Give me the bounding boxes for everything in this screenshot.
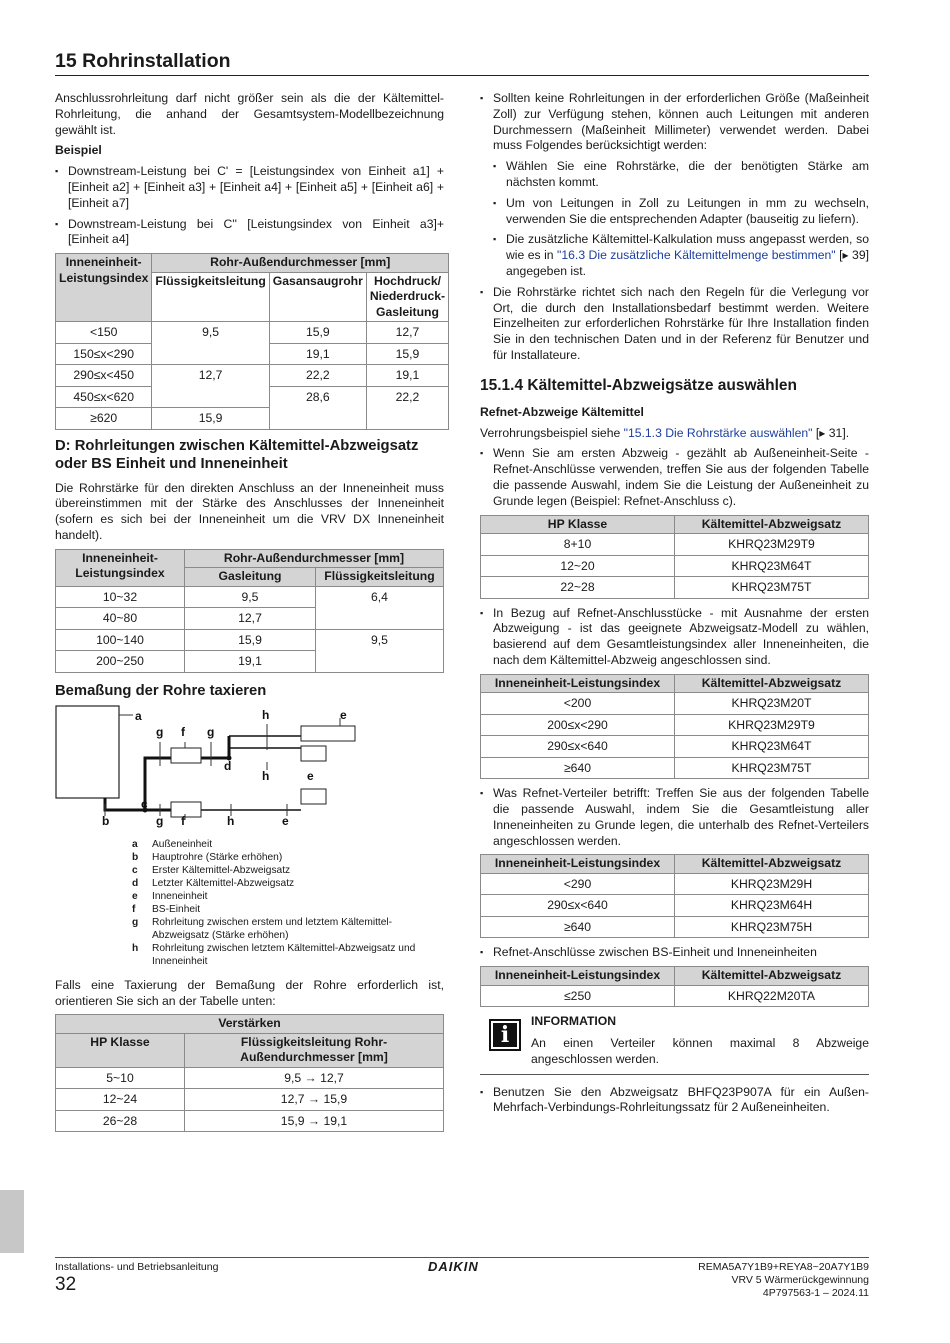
table-cell: KHRQ23M75T: [675, 577, 869, 599]
table-header: Gasansaugrohr: [269, 272, 366, 322]
table-cell: 12,7: [185, 608, 316, 630]
text: Verrohrungsbeispiel siehe: [480, 425, 624, 440]
table-cell: KHRQ23M29T9: [675, 534, 869, 556]
table-cell: KHRQ23M64H: [675, 895, 869, 917]
legend-text: Rohrleitung zwischen letztem Kältemittel-Abzweigsatz und Inneneinheit: [152, 942, 416, 967]
label-h: h: [262, 768, 270, 783]
table-header: Inneneinheit-Leistungsindex: [481, 674, 675, 693]
information-box: [480, 1014, 869, 1074]
table-cell: 19,1: [269, 343, 366, 365]
table-cell: KHRQ23M20T: [675, 693, 869, 715]
label-h: h: [262, 707, 270, 722]
bemassung-heading: Bemaßung der Rohre taxieren: [55, 682, 267, 699]
label-g: g: [156, 724, 164, 739]
table-cell: 450≤x<620: [56, 386, 152, 408]
list-item: ▪ In Bezug auf Refnet-Anschlusstücke - mit Ausnahme der ersten Abzweigung - ist das geeignete Abzweigsatz-Modell zu wählen, basierend auf dem Gesamtleistungsindex aller Inneneinheiten, die nach dem Kältemittel-Abzweig angeschlossen sind.: [480, 606, 869, 669]
legend-text: Erster Kältemittel-Abzweigsatz: [152, 864, 291, 876]
table-cell: 9,5: [152, 322, 269, 365]
table-cell: 19,1: [185, 651, 316, 673]
indoor-unit-2: [301, 746, 326, 761]
refnet-heading: Refnet-Abzweige Kältemittel: [480, 404, 644, 419]
table-row: [56, 1067, 444, 1089]
table-header: Flüssigkeitsleitung: [152, 272, 269, 322]
page-number: 32: [55, 1274, 77, 1295]
table-header: Kältemittel-Abzweigsatz: [675, 967, 869, 986]
table-header: HP Klasse: [481, 515, 675, 534]
verrohrung-paragraph: [480, 426, 869, 442]
table-cell: ≥640: [481, 757, 675, 779]
table-header: Rohr-Außendurchmesser [mm]: [152, 254, 449, 273]
legend-row: [132, 851, 444, 864]
legend-text: Inneneinheit: [152, 890, 208, 902]
beispiel-heading: Beispiel: [55, 143, 102, 158]
text: Die zusätzliche Kältemittel-Kalkulation muss angepasst werden, so wie es in: [506, 232, 869, 263]
table-row: [56, 322, 449, 344]
footer-divider: [55, 1257, 869, 1258]
footer-model-info: [698, 1261, 869, 1300]
table-cell: 22,2: [269, 365, 366, 387]
table-cell: KHRQ23M64T: [675, 555, 869, 577]
table-header: Inneneinheit-Leistungsindex: [56, 549, 185, 586]
footer-model: REMA5A7Y1B9+REYA8~20A7Y1B9: [698, 1261, 869, 1273]
list-item: ▪ Was Refnet-Verteiler betrifft: Treffen Sie aus der folgenden Tabelle die passende Auswahl, indem Sie die Gesamtleistung aller Inneneinheiten zu Grunde legen, die unterhalb des Refnet-Verteilers angeschlossen werden.: [480, 786, 869, 849]
label-c: c: [141, 796, 148, 811]
table-cell: ≥640: [481, 916, 675, 938]
outdoor-unit-box: [56, 706, 119, 798]
table-cell: 12,7 → 15,9: [185, 1089, 444, 1111]
legend-text: Letzter Kältemittel-Abzweigsatz: [152, 877, 295, 889]
sub-list-item: [493, 232, 869, 279]
legend-row: [132, 877, 444, 890]
link-section-15-1-3[interactable]: "15.1.3 Die Rohrstärke auswählen": [623, 425, 813, 440]
table-header: Inneneinheit-Leistungsindex: [481, 967, 675, 986]
table-header: Hochdruck/ Niederdruck-Gasleitung: [366, 272, 448, 322]
label-d: d: [224, 758, 232, 773]
table-cell: <290: [481, 873, 675, 895]
footer-doc-number: 4P797563-1 – 2024.11: [762, 1287, 869, 1299]
table-row: [481, 895, 869, 917]
legend-text: Außeneinheit: [152, 838, 213, 850]
intro-paragraph: Anschlussrohrleitung darf nicht größer sein als die der Kältemittel-Rohrleitung, die anhand der Gesamtsystem-Modellbezeichnung gewählt ist.: [55, 91, 444, 137]
label-a: a: [135, 708, 142, 723]
table-cell: 5~10: [56, 1067, 185, 1089]
inch-pipe-list: [480, 91, 869, 364]
taxierung-paragraph: Falls eine Taxierung der Bemaßung der Rohre erforderlich ist, orientieren Sie sich an der Tabelle unten:: [55, 977, 444, 1008]
table-cell: KHRQ23M75H: [675, 916, 869, 938]
information-icon: i: [489, 1019, 521, 1051]
table-row: [56, 1110, 444, 1132]
bs-unit-lower: [171, 802, 201, 817]
table-row: [481, 757, 869, 779]
section-d-paragraph: Die Rohrstärke für den direkten Anschluss an der Inneneinheit muss übereinstimmen mit der Stärke des Anschlusses der Inneneinheit (sofern es sich bei der Inneneinheit um die VRV DX Inneneinheit handelt).: [55, 480, 444, 543]
table-cell: 15,9: [185, 629, 316, 651]
legend-row: [132, 903, 444, 916]
table-header: Gasleitung: [185, 568, 316, 587]
index-branch-table: [480, 674, 869, 780]
sub-list: [493, 159, 869, 280]
label-f: f: [181, 724, 185, 739]
text: [▸ 39] angegeben ist.: [506, 248, 869, 278]
table-cell: 22,2: [366, 386, 448, 429]
footer-manual-title: Installations- und Betriebsanleitung: [55, 1261, 219, 1273]
table-header: Inneneinheit-Leistungsindex: [56, 254, 152, 322]
table-header: Rohr-Außendurchmesser [mm]: [185, 549, 444, 568]
reinforcement-table: [55, 1014, 444, 1132]
diagram-legend: [132, 838, 444, 968]
information-title: INFORMATION: [531, 1014, 617, 1029]
refnet-list-1: [480, 446, 869, 509]
bullet-text: Sollten keine Rohrleitungen in der erforderlichen Größe (Maßeinheit Zoll) zur Verfügung stehen, können auch Leitungen mit anderen Durchmessern (Maßeinheit Millimeter) verwendet werden. Dabei muss Folgendes berücksichtigt werden:: [493, 91, 869, 153]
table-cell: ≤250: [481, 985, 675, 1007]
beispiel-list: [55, 164, 444, 248]
legend-text: BS-Einheit: [152, 903, 201, 915]
table-cell: 9,5: [316, 629, 444, 672]
legend-row: [132, 942, 444, 968]
piping-diagram: [55, 704, 444, 832]
section-d-heading: D: Rohrleitungen zwischen Kältemittel-Abzweigsatz oder BS Einheit und Inneneinheit: [55, 437, 419, 472]
pipe-diameter-table: [55, 253, 449, 430]
refnet-list-5: [480, 1085, 869, 1117]
table-header: Flüssigkeitsleitung: [316, 568, 444, 587]
refnet-list-4: [480, 945, 869, 961]
left-column: [55, 91, 444, 1139]
label-h: h: [227, 813, 235, 828]
label-f: f: [181, 813, 185, 828]
table-row: [56, 586, 444, 608]
label-b: b: [102, 813, 110, 828]
table-cell: 6,4: [316, 586, 444, 629]
bs-unit-upper: [171, 748, 201, 763]
table-cell: ≥620: [56, 408, 152, 430]
list-item: ▪ Refnet-Anschlüsse zwischen BS-Einheit und Inneneinheiten: [480, 945, 869, 961]
table-row: [481, 873, 869, 895]
legend-key: e: [132, 890, 138, 902]
footer-series: VRV 5 Wärmerückgewinnung: [731, 1274, 869, 1286]
legend-row: [132, 890, 444, 903]
table-cell: 15,9: [269, 322, 366, 344]
refnet-list-3: [480, 786, 869, 849]
table-cell: 15,9: [366, 343, 448, 365]
link-section-16-3[interactable]: "16.3 Die zusätzliche Kältemittelmenge bestimmen": [557, 248, 836, 263]
table-header: Kältemittel-Abzweigsatz: [675, 515, 869, 534]
table-cell: 290≤x<640: [481, 736, 675, 758]
label-g: g: [207, 724, 215, 739]
table-row: [481, 916, 869, 938]
table-cell: KHRQ22M20TA: [675, 985, 869, 1007]
legend-key: g: [132, 916, 139, 928]
legend-key: b: [132, 851, 139, 863]
table-row: [56, 1089, 444, 1111]
sub-list-item: ▪ Um von Leitungen in Zoll zu Leitungen in mm zu wechseln, verwenden Sie die entsprechenden Adapter (bauseitig zu liefern).: [493, 196, 869, 228]
legend-row: [132, 916, 444, 942]
table-cell: 22~28: [481, 577, 675, 599]
table-cell: 12~24: [56, 1089, 185, 1111]
label-e: e: [340, 707, 347, 722]
table-row: [481, 985, 869, 1007]
label-e: e: [307, 768, 314, 783]
side-tab: [0, 1190, 24, 1253]
right-column: [480, 91, 869, 1121]
table-cell: KHRQ23M29T9: [675, 714, 869, 736]
table-cell: 12,7: [366, 322, 448, 344]
table-cell: 15,9 → 19,1: [185, 1110, 444, 1132]
legend-key: d: [132, 877, 139, 889]
table-row: [481, 555, 869, 577]
list-item: ▪ Benutzen Sie den Abzweigsatz BHFQ23P907A für ein Außen-Mehrfach-Verbindungs-Rohrleitungssatz für 2 Außeneinheiten.: [480, 1085, 869, 1117]
table-cell: 26~28: [56, 1110, 185, 1132]
table-cell: KHRQ23M75T: [675, 757, 869, 779]
table-row: [56, 629, 444, 651]
table-header: Flüssigkeitsleitung Rohr-Außendurchmesser [mm]: [185, 1033, 444, 1067]
table-cell: 19,1: [366, 365, 448, 387]
table-header: Verstärken: [56, 1015, 444, 1034]
table-cell: 290≤x<450: [56, 365, 152, 387]
label-e: e: [282, 813, 289, 828]
table-row: [56, 365, 449, 387]
legend-text: Hauptrohre (Stärke erhöhen): [152, 851, 283, 863]
table-cell: 28,6: [269, 386, 366, 429]
header-branch-table: [480, 854, 869, 938]
title-divider: [55, 75, 869, 76]
list-item: ▪ Wenn Sie am ersten Abzweig - gezählt ab Außeneinheit-Seite - Refnet-Anschlüsse verwenden, treffen Sie aus der folgenden Tabelle die passende Auswahl, indem Sie die Leistung der Außeneinheit zu Grunde legen (Beispiel: Refnet-Anschluss c).: [480, 446, 869, 509]
table-row: [481, 736, 869, 758]
table-cell: 15,9: [152, 408, 269, 430]
label-g: g: [156, 813, 164, 828]
table-cell: <150: [56, 322, 152, 344]
table-cell: 9,5: [185, 586, 316, 608]
list-item: [480, 91, 869, 280]
table-cell: 10~32: [56, 586, 185, 608]
table-cell: <200: [481, 693, 675, 715]
list-item: ▪ Downstream-Leistung bei C' = [Leistungsindex von Einheit a1] + [Einheit a2] + [Einheit a3] + [Einheit a4] + [Einheit a5] + [Einheit a6] + [Einheit a7]: [55, 164, 444, 211]
connection-diameter-table: [55, 549, 444, 673]
table-cell: 40~80: [56, 608, 185, 630]
table-cell: KHRQ23M29H: [675, 873, 869, 895]
table-header: HP Klasse: [56, 1033, 185, 1067]
text: [▸ 31].: [812, 425, 850, 440]
table-cell: 100~140: [56, 629, 185, 651]
main-pipe: [105, 736, 232, 810]
table-header: Inneneinheit-Leistungsindex: [481, 855, 675, 874]
table-cell: 290≤x<640: [481, 895, 675, 917]
list-item: ▪ Downstream-Leistung bei C'' [Leistungsindex von Einheit a3]+ [Einheit a4]: [55, 217, 444, 249]
table-header: Kältemittel-Abzweigsatz: [675, 855, 869, 874]
legend-key: f: [132, 903, 136, 915]
bs-branch-table: [480, 966, 869, 1007]
hp-class-branch-table: [480, 515, 869, 599]
list-item: ▪ Die Rohrstärke richtet sich nach den Regeln für die Verlegung vor Ort, die durch den Installationsbedarf bestimmt werden. Weitere Einzelheiten zur erforderlichen Rohrstärke für Ihre Installation finden Sie in den technischen Daten und in der Referenz für Benutzer und für Installateure.: [480, 285, 869, 364]
sub-list-item: ▪ Wählen Sie eine Rohrstärke, die der benötigten Stärke am nächsten kommt.: [493, 159, 869, 191]
table-cell: 12~20: [481, 555, 675, 577]
table-row: [481, 577, 869, 599]
legend-key: h: [132, 942, 139, 954]
refnet-list-2: [480, 606, 869, 669]
legend-text: Rohrleitung zwischen erstem und letztem Kältemittel-Abzweigsatz (Stärke erhöhen): [152, 916, 393, 941]
indoor-unit-1: [301, 726, 355, 741]
table-cell: 8+10: [481, 534, 675, 556]
legend-row: [132, 864, 444, 877]
legend-row: [132, 838, 444, 851]
table-cell: 12,7: [152, 365, 269, 408]
information-text: An einen Verteiler können maximal 8 Abzweige angeschlossen werden.: [531, 1036, 869, 1066]
legend-key: c: [132, 864, 138, 876]
table-cell: 150≤x<290: [56, 343, 152, 365]
table-cell: 200~250: [56, 651, 185, 673]
indoor-unit-3: [301, 789, 326, 804]
section-15-1-4-heading: 15.1.4 Kältemittel-Abzweigsätze auswählen: [480, 376, 797, 394]
legend-key: a: [132, 838, 138, 850]
daikin-logo: DAIKIN: [428, 1259, 479, 1274]
table-cell: 9,5 → 12,7: [185, 1067, 444, 1089]
table-header: Kältemittel-Abzweigsatz: [675, 674, 869, 693]
table-row: [481, 714, 869, 736]
table-row: [481, 534, 869, 556]
table-cell: 200≤x<290: [481, 714, 675, 736]
table-cell: KHRQ23M64T: [675, 736, 869, 758]
information-body: [531, 1014, 869, 1067]
page-title: 15 Rohrinstallation: [55, 50, 231, 72]
table-row: [481, 693, 869, 715]
